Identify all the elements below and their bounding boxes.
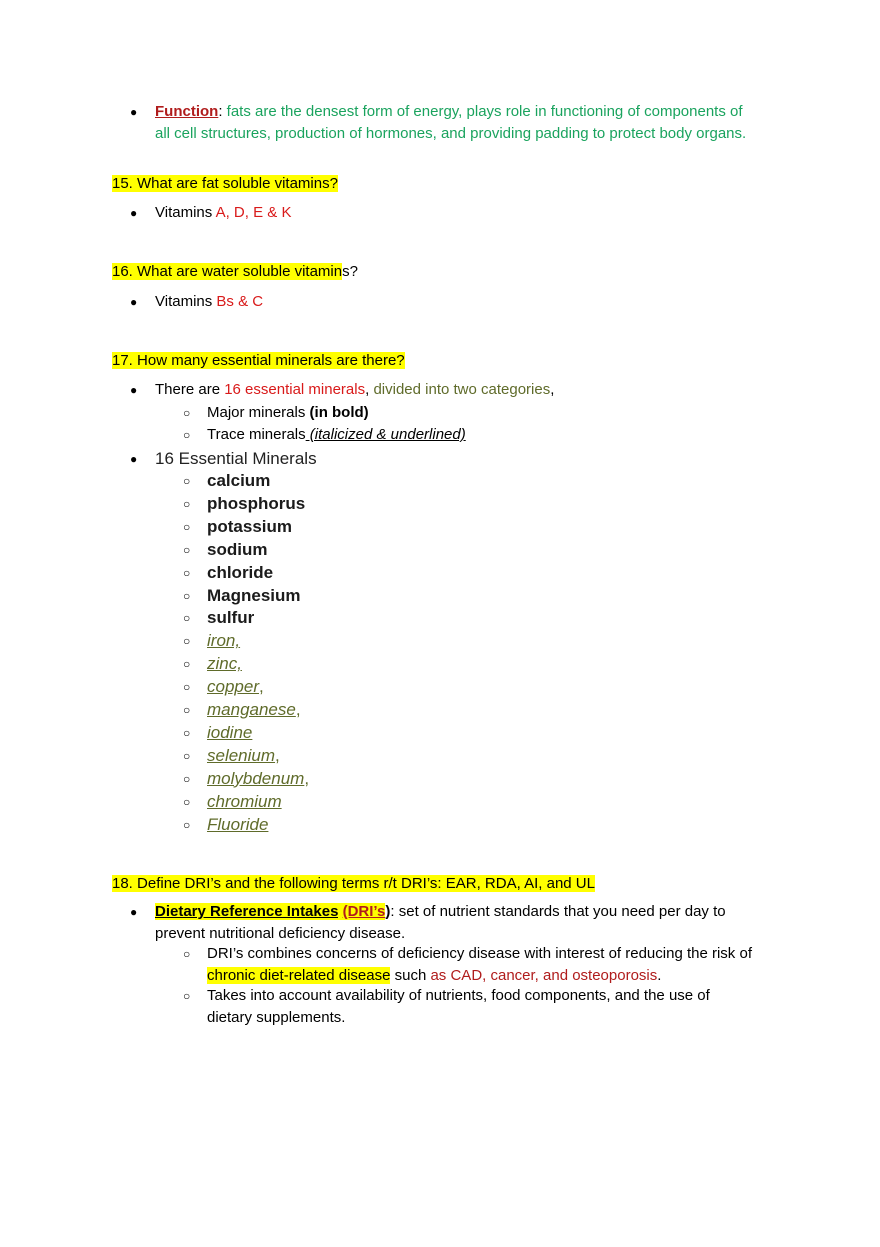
dri-sub1-line-1: DRI’s combines concerns of deficiency disease with interest of reducing the risk of: [207, 945, 752, 962]
trace-mineral-name: zinc,: [207, 654, 242, 674]
circle-bullet: ○: [183, 474, 191, 488]
bullet-dot: ●: [130, 295, 138, 309]
answer-15: [155, 203, 291, 223]
circle-bullet: ○: [183, 703, 191, 717]
question-15-text: 15. What are fat soluble vitamins?: [112, 175, 338, 192]
mineral-item: [207, 493, 305, 515]
dri-close: ): [385, 903, 391, 920]
major-label: Major minerals: [207, 404, 310, 421]
dri-sub1-end: .: [657, 967, 662, 984]
trace-mineral-suffix: ,: [295, 700, 301, 719]
dri-def-2: prevent nutritional deficiency disease.: [155, 925, 406, 942]
dri-term: Dietary Reference Intakes: [155, 903, 339, 920]
dri-sub2-line-1: Takes into account availability of nutrients, food components, and the use of: [207, 987, 710, 1004]
dri-sub2-line-2: dietary supplements.: [207, 1009, 346, 1026]
mineral-item: [207, 676, 264, 698]
mineral-item: [207, 630, 240, 652]
bullet-dot: ●: [130, 206, 138, 220]
circle-bullet: ○: [183, 519, 191, 534]
trace-mineral-name: Fluoride: [207, 814, 269, 834]
bullet-dot: ●: [130, 105, 138, 119]
dri-sub1-line-2: [207, 966, 661, 986]
question-17: [112, 351, 405, 371]
question-16-tail: s?: [342, 263, 358, 280]
circle-bullet: ○: [183, 748, 191, 763]
major-mineral-name: phosphorus: [207, 493, 306, 513]
mineral-item: [207, 814, 268, 836]
circle-bullet: ○: [183, 657, 191, 672]
question-18: [112, 874, 595, 894]
dri-sub1-mid: such: [390, 967, 431, 984]
major-minerals-note: [207, 403, 369, 423]
trace-mineral-suffix: ,: [275, 745, 280, 765]
circle-bullet: ○: [183, 771, 191, 786]
circle-bullet: ○: [183, 680, 191, 695]
question-15: [112, 174, 338, 194]
bullet-dot: ●: [130, 452, 138, 466]
mineral-item: [207, 653, 242, 675]
major-mineral-name: sodium: [207, 539, 268, 559]
mineral-item: [207, 585, 301, 607]
answer-16: [155, 292, 263, 312]
trace-mineral-name: iodine: [207, 722, 253, 742]
intro-comma: ,: [365, 381, 374, 398]
dri-sub1-examples: as CAD, cancer, and osteoporosis: [430, 967, 658, 984]
mineral-item: [207, 539, 267, 561]
function-label: Function: [155, 103, 219, 120]
trace-mineral-suffix: ,: [304, 768, 310, 788]
question-18-text: 18. Define DRI’s and the following terms r/t DRI’s: EAR, RDA, AI, and UL: [112, 875, 595, 892]
circle-bullet: ○: [183, 542, 191, 557]
major-mineral-name: sulfur: [207, 608, 255, 628]
dri-abbr: (DRI’s: [342, 903, 386, 920]
major-mineral-name: Magnesium: [207, 585, 301, 605]
chronic-disease-highlight: chronic diet-related disease: [207, 967, 391, 984]
circle-bullet: ○: [183, 634, 191, 649]
dri-def-1: : set of nutrient standards that you need per day to: [390, 903, 726, 920]
mineral-item: [207, 745, 280, 767]
intro-count: 16 essential minerals: [224, 381, 366, 398]
trace-mineral-name: molybdenum: [207, 768, 305, 788]
question-16: [112, 262, 358, 282]
circle-bullet: ○: [183, 565, 191, 580]
circle-bullet: ○: [183, 406, 191, 420]
circle-bullet: ○: [183, 989, 191, 1003]
dri-definition-line-1: [155, 902, 726, 922]
function-text-1: fats are the densest form of energy, plays role in functioning of components of: [222, 103, 743, 120]
mineral-item: [207, 470, 270, 492]
intro-end: ,: [550, 381, 555, 398]
answer-16-prefix: Vitamins: [155, 293, 217, 310]
function-line-1: [155, 102, 743, 122]
mineral-item: [207, 607, 254, 629]
circle-bullet: ○: [183, 428, 191, 442]
trace-mineral-name: copper: [207, 677, 259, 697]
bullet-dot: ●: [130, 905, 138, 919]
mineral-item: [207, 516, 292, 538]
minerals-intro: [155, 380, 554, 400]
trace-mineral-suffix: ,: [258, 677, 264, 697]
circle-bullet: ○: [183, 947, 191, 961]
major-mineral-name: potassium: [207, 516, 293, 536]
trace-mineral-name: selenium: [207, 745, 276, 765]
mineral-item: [207, 699, 301, 721]
mineral-item: [207, 722, 252, 744]
trace-note: (italicized & underlined): [305, 426, 466, 443]
trace-mineral-name: manganese: [207, 700, 296, 719]
circle-bullet: ○: [183, 794, 191, 809]
mineral-item: [207, 768, 309, 790]
minerals-list-title: 16 Essential Minerals: [155, 449, 317, 468]
circle-bullet: ○: [183, 817, 191, 832]
mineral-item: [207, 791, 282, 813]
function-text-2: all cell structures, production of hormones, and providing padding to protect body organs.: [155, 125, 747, 142]
mineral-item: [207, 562, 273, 584]
trace-minerals-note: [207, 425, 466, 445]
trace-label: Trace minerals: [207, 426, 306, 443]
trace-mineral-name: iron,: [207, 631, 241, 651]
circle-bullet: ○: [183, 588, 191, 603]
major-mineral-name: calcium: [207, 471, 271, 490]
major-note: (in bold): [309, 404, 369, 421]
bullet-dot: ●: [130, 383, 138, 397]
trace-mineral-name: chromium: [207, 791, 282, 811]
question-17-text: 17. How many essential minerals are there?: [112, 352, 405, 369]
intro-prefix: There are: [155, 381, 225, 398]
major-mineral-name: chloride: [207, 562, 274, 582]
circle-bullet: ○: [183, 611, 191, 626]
circle-bullet: ○: [183, 496, 191, 511]
question-16-text: 16. What are water soluble vitamin: [112, 263, 343, 280]
circle-bullet: ○: [183, 725, 191, 740]
answer-15-value: A, D, E & K: [215, 204, 292, 221]
answer-16-value: Bs & C: [216, 293, 264, 310]
function-colon: :: [218, 103, 223, 120]
intro-rest: divided into two categories: [373, 381, 551, 398]
answer-15-prefix: Vitamins: [155, 204, 216, 221]
